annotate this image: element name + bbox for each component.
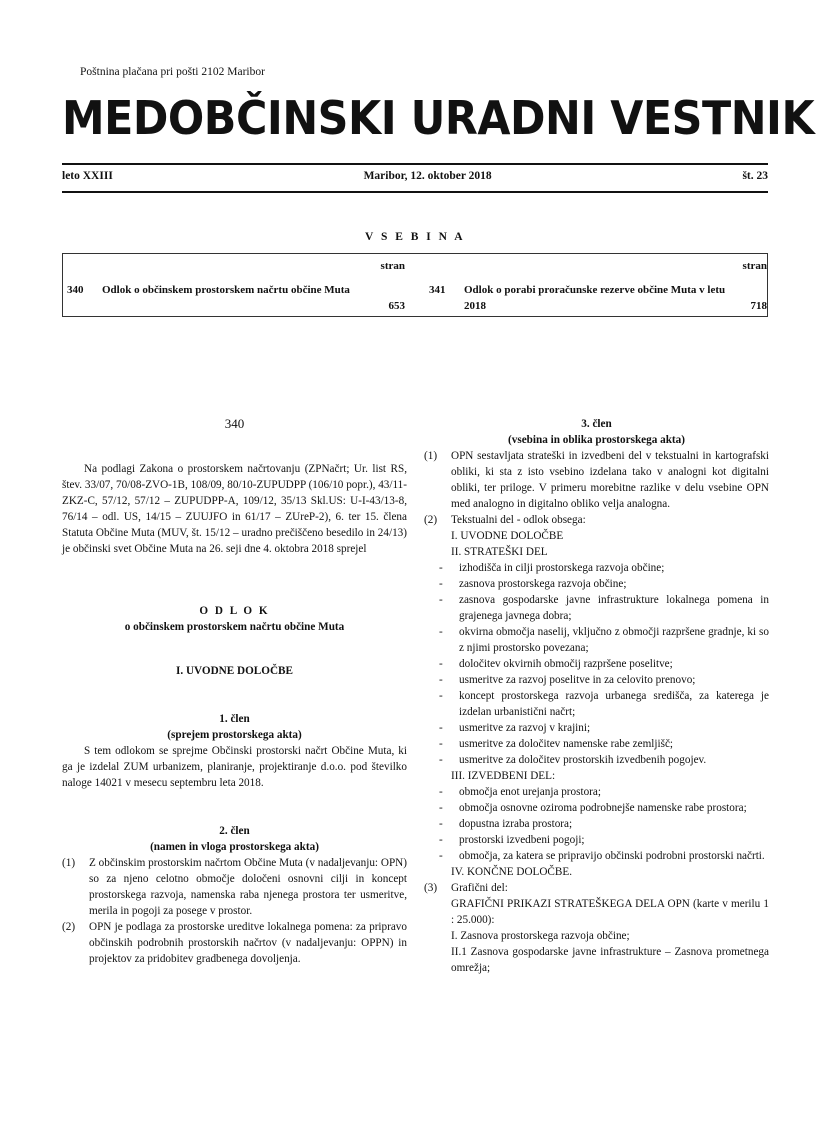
list-item [424,784,769,800]
list-item-text: usmeritve za določitev prostorskih izvedbenih pogojev. [459,754,707,766]
page-column-label: stran [742,260,767,272]
paragraph-text: Z občinskim prostorskim načrtom Občine Muta (v nadaljevanju: OPN) so za njeno celotno območje določeni osnovni cilji in koncept prostorskega razvoja, namenska raba njenega prostora ter usmeritve, merila in pogoji za posege v prostor. [89,857,407,917]
list-item [424,800,769,816]
article-subtitle: (vsebina in oblika prostorskega akta) [508,434,685,446]
strategic-list [424,560,769,768]
list-item [424,832,769,848]
section-heading: III. IZVEDBENI DEL: [451,770,556,782]
paragraph-text: Tekstualni del - odlok obsega: [451,514,586,526]
issue-year: leto XXIII [62,170,113,182]
list-item-text: območja osnovne oziroma podrobnejše namenske rabe prostora; [459,802,747,814]
list-item-text: okvirna območja naselij, vključno z območji razpršene gradnje, ki so z njimi prostorsko povezana; [459,626,769,654]
entry-title: Odlok o občinskem prostorskem načrtu občine Muta [102,284,350,296]
list-item-text: območja, za katera se pripravijo občinski podrobni prostorski načrti. [459,850,765,862]
numbered-paragraph [62,855,407,919]
numbered-paragraph [424,880,769,896]
issue-number: št. 23 [742,170,768,182]
article-title: 3. člen [581,418,612,430]
paragraph-number: (1) [424,450,438,462]
list-item [424,656,769,672]
numbered-paragraph [62,919,407,967]
contents-title: V S E B I N A [364,231,466,243]
entry-title: Odlok o porabi proračunske rezerve občine Muta v letu 2018 [464,284,726,312]
left-column [62,416,407,967]
right-column [424,416,769,976]
contents-entry [427,258,767,314]
graphic-part-line: GRAFIČNI PRIKAZI STRATEŠKEGA DELA OPN (karte v merilu 1 : 25.000): [451,898,769,926]
list-item-text: zasnova prostorskega razvoja občine; [459,578,627,590]
page-column-label: stran [380,260,405,272]
article-subtitle: (sprejem prostorskega akta) [167,729,302,741]
paragraph-number: (3) [424,882,438,894]
document-number: 340 [224,416,245,431]
issue-line [62,168,768,184]
list-item-text: prostorski izvedbeni pogoji; [459,834,585,846]
contents-box [62,253,768,317]
paragraph-text: OPN je podlaga za prostorske ureditve lokalnega pomena: za pripravo občinskih podrobnih prostorskih načrtov (v nadaljevanju: OPPN) in projektov za pridobitev gradbenega dovoljenja. [89,921,407,965]
list-item-text: usmeritve za razvoj poselitve in za celovito prenovo; [459,674,696,686]
dash-bullet: - [439,658,443,670]
dash-bullet: - [439,626,443,638]
list-item-text: usmeritve za določitev namenske rabe zemljišč; [459,738,674,750]
list-item [424,560,769,576]
list-item [424,848,769,864]
dash-bullet: - [439,754,443,766]
paragraph-number: (2) [62,921,76,933]
dash-bullet: - [439,562,443,574]
list-item-text: usmeritve za razvoj v krajini; [459,722,591,734]
list-item [424,592,769,624]
article-text: S tem odlokom se sprejme Občinski prostorski načrt Občine Muta, ki ga je izdelal ZUM urbanizem, planiranje, projektiranje d.o.o. pod številko naloge 14021 v mesecu septembru leta 2018. [62,745,407,789]
section-heading: IV. KONČNE DOLOČBE. [451,866,572,878]
list-item [424,816,769,832]
list-item-text: zasnova gospodarske javne infrastrukture lokalnega pomena in grajenega javnega dobra; [459,594,769,622]
list-item-text: določitev okvirnih območij razpršene poselitve; [459,658,673,670]
paragraph-number: (2) [424,514,438,526]
list-item [424,736,769,752]
list-item [424,688,769,720]
bottom-rule [62,191,768,193]
paragraph-text: OPN sestavljata strateški in izvedbeni del v tekstualni in kartografski obliki, ki sta z isto vsebino izdelana tako v analogni kot digitalni obliki, ter priloge. V primeru morebitne razlike v delu vsebine OPN med analogno in digitalno obliko velja analogna. [451,450,769,510]
dash-bullet: - [439,786,443,798]
list-item-text: koncept prostorskega razvoja urbanega središča, za katerega je izdelan urbanistični načrt; [459,690,769,718]
list-item [424,624,769,656]
section-heading: I. UVODNE DOLOČBE [451,530,564,542]
dash-bullet: - [439,818,443,830]
list-item [424,576,769,592]
entry-page: 718 [750,300,767,312]
postage-note: Poštnina plačana pri pošti 2102 Maribor [80,66,265,78]
numbered-paragraph [424,448,769,512]
article-subtitle: (namen in vloga prostorskega akta) [150,841,319,853]
list-item-text: območja enot urejanja prostora; [459,786,601,798]
masthead-title: MEDOBČINSKI URADNI VESTNIK [62,91,815,145]
numbered-paragraph [424,512,769,528]
preamble: Na podlagi Zakona o prostorskem načrtovanju (ZPNačrt; Ur. list RS, štev. 33/07, 70/08-ZVO-1B, 108/09, 80/10-ZUPUDPP (106/10 popr.), 43/11-ZKZ-C, 57/12, 57/12 – ZUPUDPP-A, 109/12, 35/13 Skl.US: U-I-43/13-8, 76/14 – odl. US, 14/15 – ZUUJFO in 61/17 – ZUreP-2), 6. ter 15. člena Statuta Občine Muta (MUV, št. 15/12 – uradno prečiščeno besedilo in 24/13) je občinski svet Občine Muta na 26. seji dne 4. oktobra 2018 sprejel [62,463,407,555]
paragraph-number: (1) [62,857,76,869]
section-heading: II. STRATEŠKI DEL [451,546,548,558]
dash-bullet: - [439,738,443,750]
list-item [424,752,769,768]
implementing-list [424,784,769,864]
list-item-text: izhodišča in cilji prostorskega razvoja občine; [459,562,665,574]
issue-place-date: Maribor, 12. oktober 2018 [363,170,492,182]
entry-number: 340 [67,284,84,296]
dash-bullet: - [439,690,443,702]
graphic-part-line: II.1 Zasnova gospodarske javne infrastrukture – Zasnova prometnega omrežja; [451,946,769,974]
dash-bullet: - [439,722,443,734]
entry-number: 341 [429,284,446,296]
list-item [424,672,769,688]
dash-bullet: - [439,594,443,606]
graphic-part-line: I. Zasnova prostorskega razvoja občine; [451,930,630,942]
chapter-heading: I. UVODNE DOLOČBE [176,665,293,677]
dash-bullet: - [439,578,443,590]
list-item-text: dopustna izraba prostora; [459,818,573,830]
article-title: 1. člen [219,713,250,725]
odlok-title: O D L O K [199,605,270,617]
list-item [424,720,769,736]
article-title: 2. člen [219,825,250,837]
top-rule [62,163,768,165]
contents-entry [65,258,405,314]
dash-bullet: - [439,850,443,862]
dash-bullet: - [439,834,443,846]
entry-page: 653 [388,300,405,312]
dash-bullet: - [439,674,443,686]
odlok-subtitle: o občinskem prostorskem načrtu občine Muta [124,621,345,633]
paragraph-text: Grafični del: [451,882,508,894]
dash-bullet: - [439,802,443,814]
